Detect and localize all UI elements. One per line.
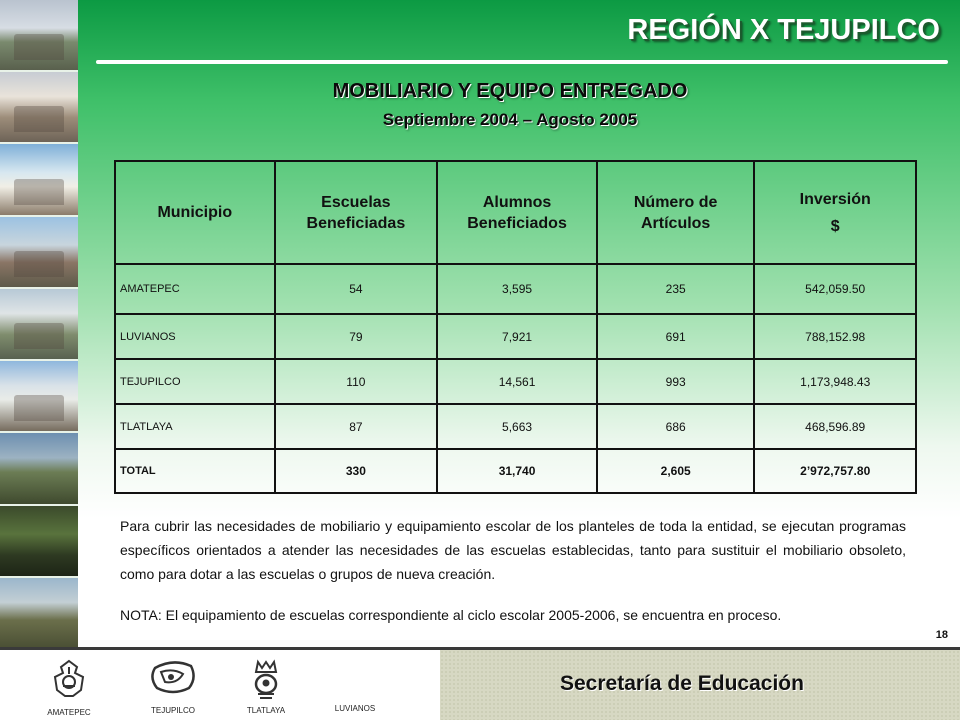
page-number: 18 [935, 629, 948, 641]
footer-logos [0, 650, 440, 720]
subtitle: Septiembre 2004 – Agosto 2005 [382, 110, 638, 129]
cell-articulos: 691 [597, 314, 755, 359]
table-row [115, 264, 916, 314]
header-escuelas: Escuelas Beneficiadas [275, 161, 438, 264]
header-inversion-label: Inversión [799, 190, 871, 208]
logo-label-luvianos: LUVIANOS [334, 704, 376, 713]
header-inversion-symbol: $ [830, 217, 840, 235]
header-municipio: Municipio [115, 161, 275, 264]
cell-escuelas: 87 [275, 404, 438, 449]
table-row [115, 359, 916, 404]
cell-escuelas-total: 330 [275, 449, 438, 493]
tejupilco-glyph-icon [147, 658, 199, 696]
table-row [115, 314, 916, 359]
header-articulos: Número de Artículos [597, 161, 755, 264]
cell-inversion: 788,152.98 [754, 314, 916, 359]
cell-municipio: TEJUPILCO [115, 359, 275, 404]
photo-cave [0, 506, 78, 578]
cell-articulos: 235 [597, 264, 755, 314]
note-text: NOTA: El equipamiento de escuelas correspondiente al ciclo escolar 2005-2006, se encuentra en proceso. [120, 607, 782, 623]
cell-escuelas: 79 [275, 314, 438, 359]
cell-alumnos: 7,921 [437, 314, 597, 359]
photo-church [0, 217, 78, 289]
cell-municipio: LUVIANOS [115, 314, 275, 359]
cell-articulos: 686 [597, 404, 755, 449]
region-title: REGIÓN X TEJUPILCO [627, 14, 940, 46]
header-alumnos: Alumnos Beneficiados [437, 161, 597, 264]
cell-municipio: TLATLAYA [115, 404, 275, 449]
body-paragraph: Para cubrir las necesidades de mobiliario y equipamiento escolar de los planteles de toda la entidad, se ejecutan programas específicos orientados a atender las necesidades de las escuelas establecidas, tanto para sustituir el mobiliario obsoleto, como para dotar a las escuelas o grupos de nueva creación. [120, 518, 906, 582]
photo-plaza [0, 289, 78, 361]
cell-inversion-total: 2’972,757.80 [754, 449, 916, 493]
data-table [114, 160, 917, 494]
photo-building-3 [0, 361, 78, 433]
cell-alumnos: 14,561 [437, 359, 597, 404]
table-row [115, 404, 916, 449]
cell-alumnos-total: 31,740 [437, 449, 597, 493]
amatepec-glyph-icon [47, 658, 91, 700]
logo-label-tlatlaya: TLATLAYA [246, 706, 286, 715]
logo-tejupilco [128, 650, 218, 720]
cell-inversion: 542,059.50 [754, 264, 916, 314]
logo-label-tejupilco: TEJUPILCO [150, 706, 195, 715]
logo-label-amatepec: AMATEPEC [47, 708, 91, 717]
table-header-row [115, 161, 916, 264]
main-title: MOBILIARIO Y EQUIPO ENTREGADO [332, 80, 688, 102]
cell-articulos-total: 2,605 [597, 449, 755, 493]
logo-luvianos [310, 650, 400, 720]
cell-alumnos: 5,663 [437, 404, 597, 449]
photo-building-2 [0, 144, 78, 216]
secretaria-panel [440, 650, 960, 720]
cell-inversion: 1,173,948.43 [754, 359, 916, 404]
cell-escuelas: 54 [275, 264, 438, 314]
cell-alumnos: 3,595 [437, 264, 597, 314]
cell-escuelas: 110 [275, 359, 438, 404]
cell-municipio: AMATEPEC [115, 264, 275, 314]
header-inversion [754, 161, 916, 264]
logo-amatepec [24, 650, 114, 720]
header-divider [96, 60, 948, 64]
tlatlaya-glyph-icon [246, 658, 286, 702]
photo-mountains-1 [0, 433, 78, 505]
cell-inversion: 468,596.89 [754, 404, 916, 449]
photo-mountains-2 [0, 578, 78, 650]
photo-landscape-1 [0, 0, 78, 72]
cell-articulos: 993 [597, 359, 755, 404]
table-total-row [115, 449, 916, 493]
secretaria-title: Secretaría de Educación [560, 672, 804, 695]
luvianos-glyph-icon [340, 658, 370, 698]
logo-tlatlaya [221, 650, 311, 720]
cell-municipio-total: TOTAL [115, 449, 275, 493]
